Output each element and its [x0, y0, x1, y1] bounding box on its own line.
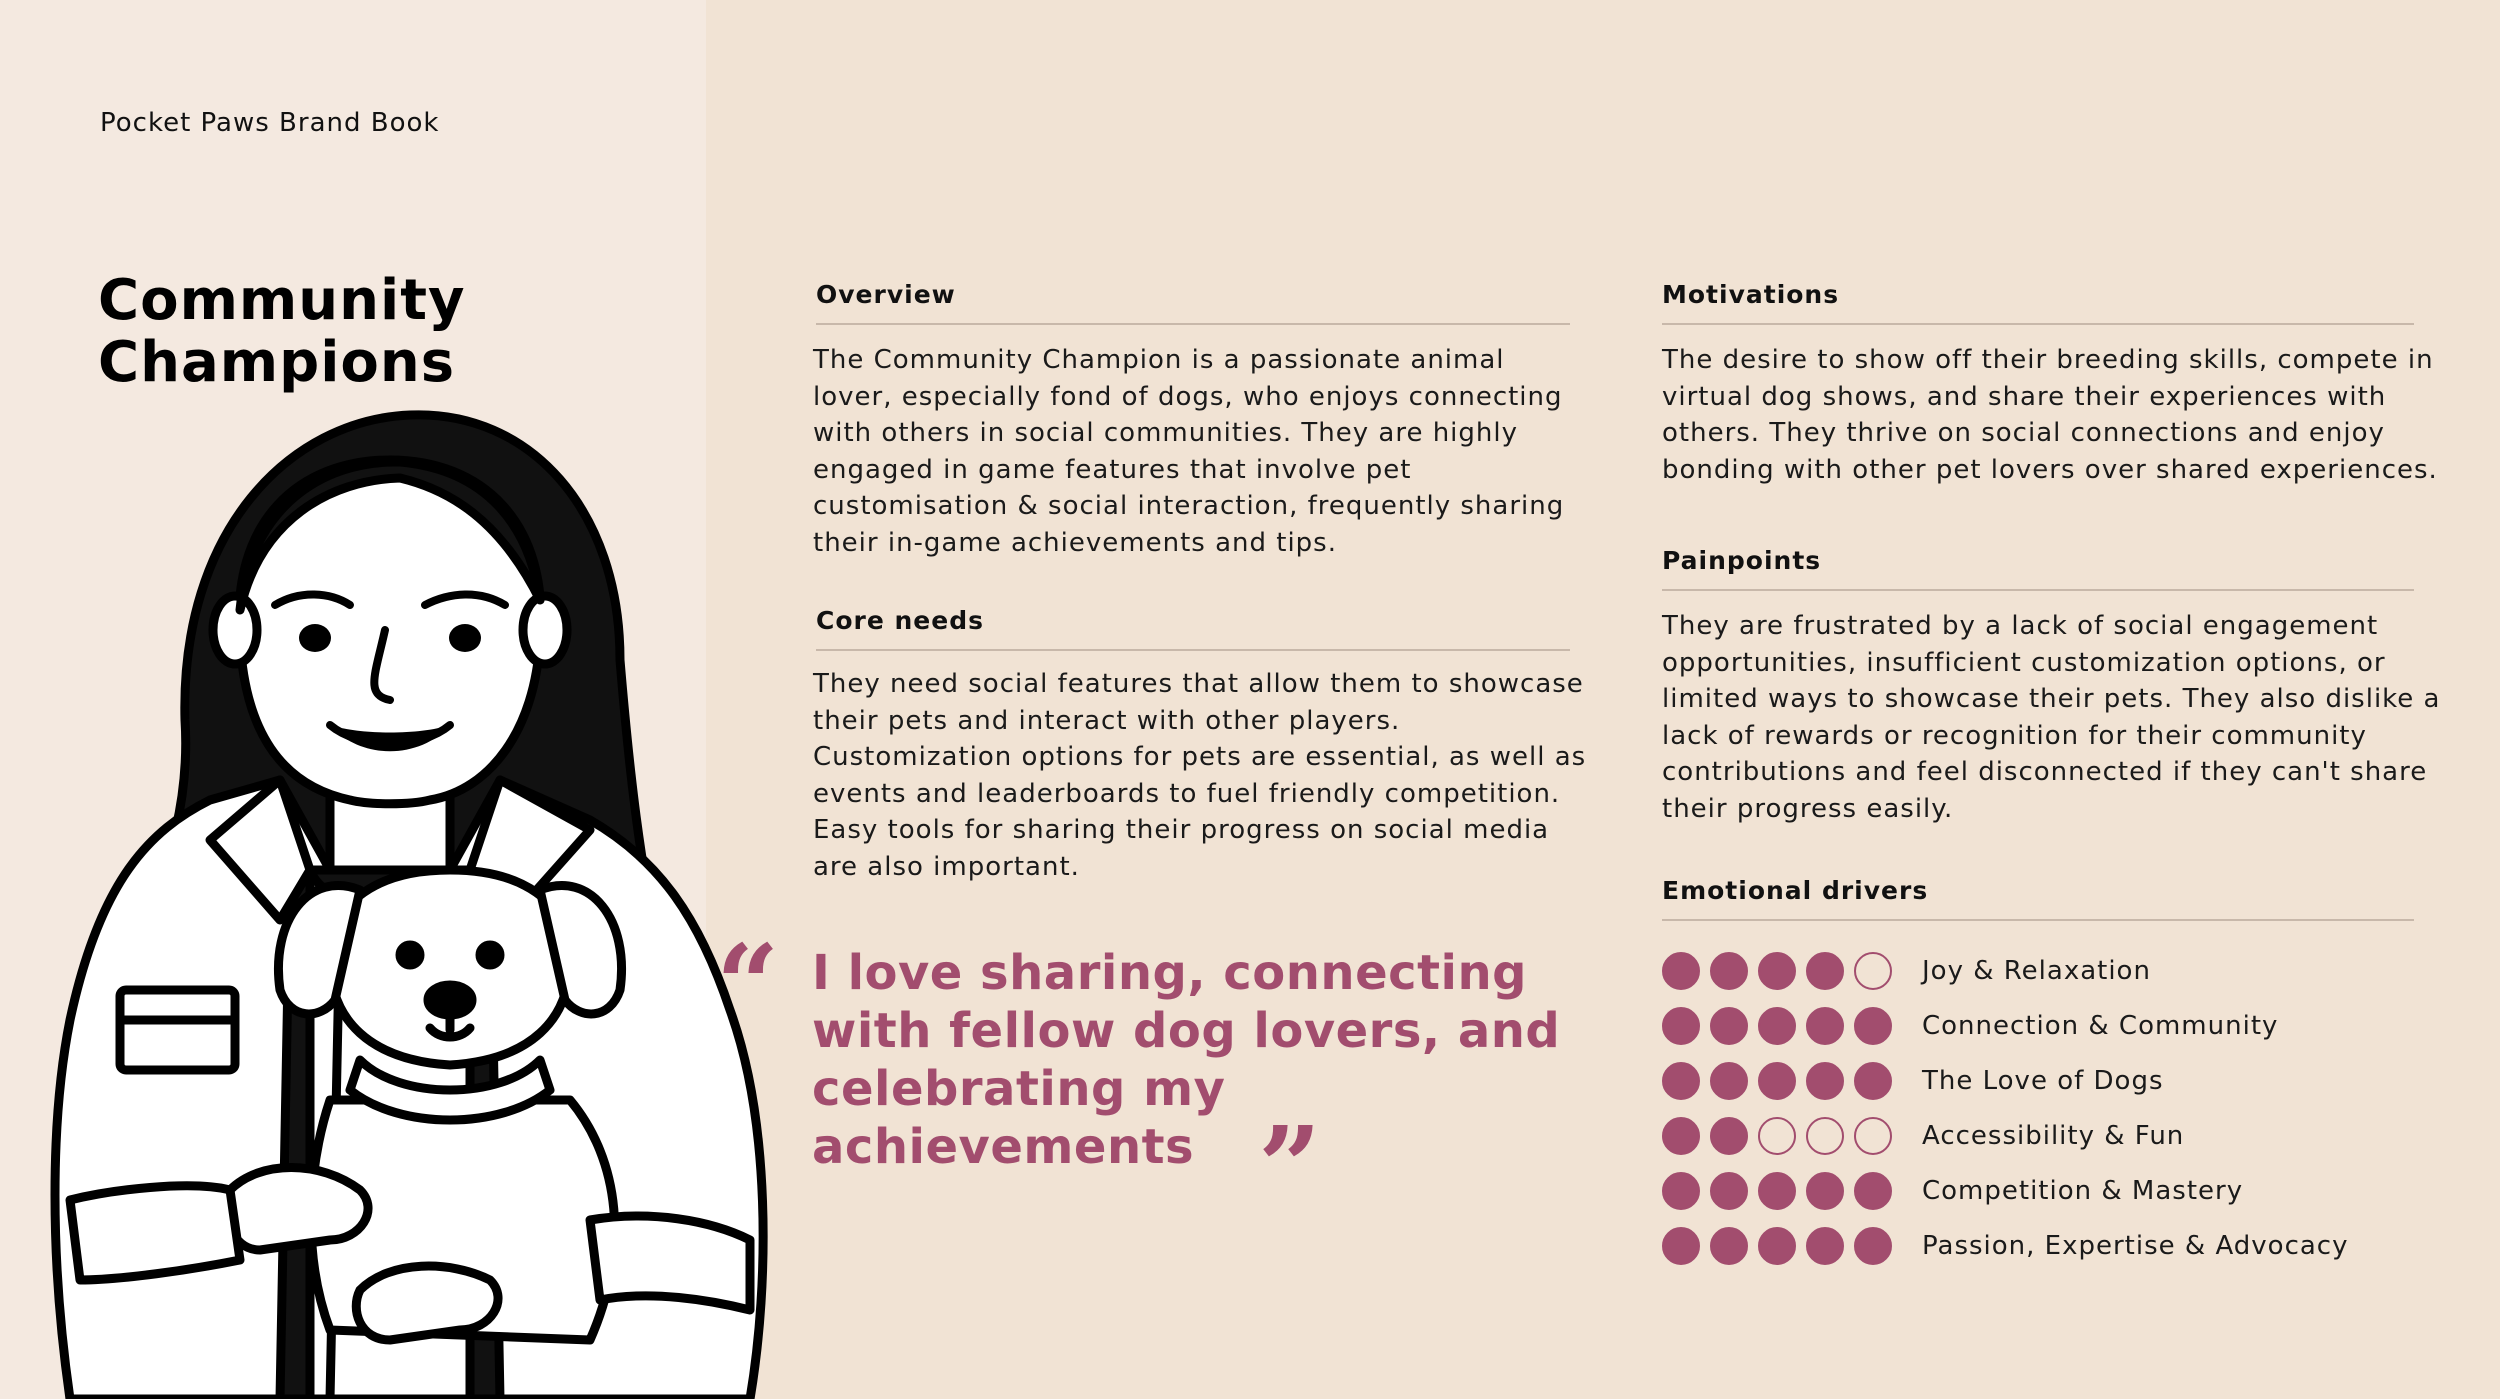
rating-dot-filled [1710, 1172, 1748, 1210]
persona-title [98, 270, 465, 394]
rating-dot-empty [1854, 1117, 1892, 1155]
painpoints-heading: Painpoints [1662, 546, 2414, 591]
overview-text: The Community Champion is a passionate animal lover, especially fond of dogs, who enjoys connecting with others in social communities. They are highly engaged in game features that involve pet customisation & social interaction, frequently sharing their in-game achievements and tips. [813, 345, 1565, 558]
motivations-text: The desire to show off their breeding skills, compete in virtual dog shows, and share their experiences with others. They thrive on social connections and enjoy bonding with other pet lovers over shared experiences. [1662, 345, 2438, 485]
rating-dot-filled [1662, 1172, 1700, 1210]
rating-dot-filled [1758, 1172, 1796, 1210]
emotional-drivers-heading: Emotional drivers [1662, 876, 2414, 921]
rating-dots [1662, 1062, 1922, 1100]
emotional-drivers-list [1662, 943, 2462, 1273]
rating-dot-filled [1758, 1007, 1796, 1045]
rating-dot-filled [1662, 952, 1700, 990]
emotional-driver-label: Competition & Mastery [1922, 1175, 2244, 1206]
rating-dot-filled [1854, 1007, 1892, 1045]
rating-dot-filled [1710, 1117, 1748, 1155]
painpoints-text: They are frustrated by a lack of social engagement opportunities, insufficient customization options, or limited ways to showcase their pets. They also dislike a lack of rewards or recognition for their community contributions and feel disconnected if they can't share their progress easily. [1662, 611, 2441, 824]
rating-dot-filled [1854, 1062, 1892, 1100]
rating-dot-filled [1806, 952, 1844, 990]
emotional-driver-label: Accessibility & Fun [1922, 1120, 2185, 1151]
emotional-driver-label: The Love of Dogs [1922, 1065, 2164, 1096]
rating-dot-filled [1710, 1227, 1748, 1265]
emotional-driver-label: Passion, Expertise & Advocacy [1922, 1230, 2349, 1261]
emotional-driver-row [1662, 1163, 2462, 1218]
left-hand [226, 1168, 368, 1251]
open-quote-mark: “ [716, 920, 780, 1049]
rating-dot-filled [1758, 952, 1796, 990]
woman-holding-dog-illustration [30, 400, 790, 1399]
rating-dot-filled [1662, 1117, 1700, 1155]
rating-dots [1662, 1117, 1922, 1155]
emotional-driver-row [1662, 998, 2462, 1053]
close-quote-mark: ” [1258, 1102, 1322, 1231]
emotional-driver-row [1662, 1053, 2462, 1108]
rating-dot-filled [1710, 1062, 1748, 1100]
persona-title-line1: Community [98, 268, 466, 333]
overview-heading: Overview [816, 280, 1570, 325]
emotional-driver-label: Connection & Community [1922, 1010, 2279, 1041]
rating-dot-filled [1710, 952, 1748, 990]
quote-body: I love sharing, connecting with fellow dog lovers, and celebrating my achievements [812, 945, 1561, 1175]
rating-dot-empty [1806, 1117, 1844, 1155]
quote-text [812, 944, 1612, 1176]
rating-dot-filled [1806, 1007, 1844, 1045]
rating-dot-filled [1758, 1062, 1796, 1100]
emotional-driver-row [1662, 1218, 2462, 1273]
rating-dot-empty [1758, 1117, 1796, 1155]
brand-name: Pocket Paws Brand Book [100, 108, 440, 138]
rating-dot-filled [1854, 1227, 1892, 1265]
rating-dot-filled [1806, 1227, 1844, 1265]
rating-dots [1662, 1227, 1922, 1265]
rating-dot-empty [1854, 952, 1892, 990]
right-hand [356, 1266, 498, 1340]
emotional-driver-row [1662, 943, 2462, 998]
rating-dots [1662, 1007, 1922, 1045]
motivations-heading: Motivations [1662, 280, 2414, 325]
core-needs-heading: Core needs [816, 606, 1570, 651]
rating-dot-filled [1662, 1227, 1700, 1265]
rating-dot-filled [1662, 1062, 1700, 1100]
emotional-driver-row [1662, 1108, 2462, 1163]
rating-dot-filled [1662, 1007, 1700, 1045]
rating-dot-filled [1758, 1227, 1796, 1265]
emotional-driver-label: Joy & Relaxation [1922, 955, 2151, 986]
rating-dots [1662, 952, 1922, 990]
persona-title-line2: Champions [98, 330, 456, 395]
core-needs-text: They need social features that allow them to showcase their pets and interact with other players. Customization options for pets are essential, as well as events and leaderboards to fuel friendly competition. Easy tools for sharing their progress on social media are also important. [813, 669, 1587, 882]
rating-dot-filled [1806, 1172, 1844, 1210]
rating-dot-filled [1710, 1007, 1748, 1045]
rating-dots [1662, 1172, 1922, 1210]
rating-dot-filled [1854, 1172, 1892, 1210]
rating-dot-filled [1806, 1062, 1844, 1100]
